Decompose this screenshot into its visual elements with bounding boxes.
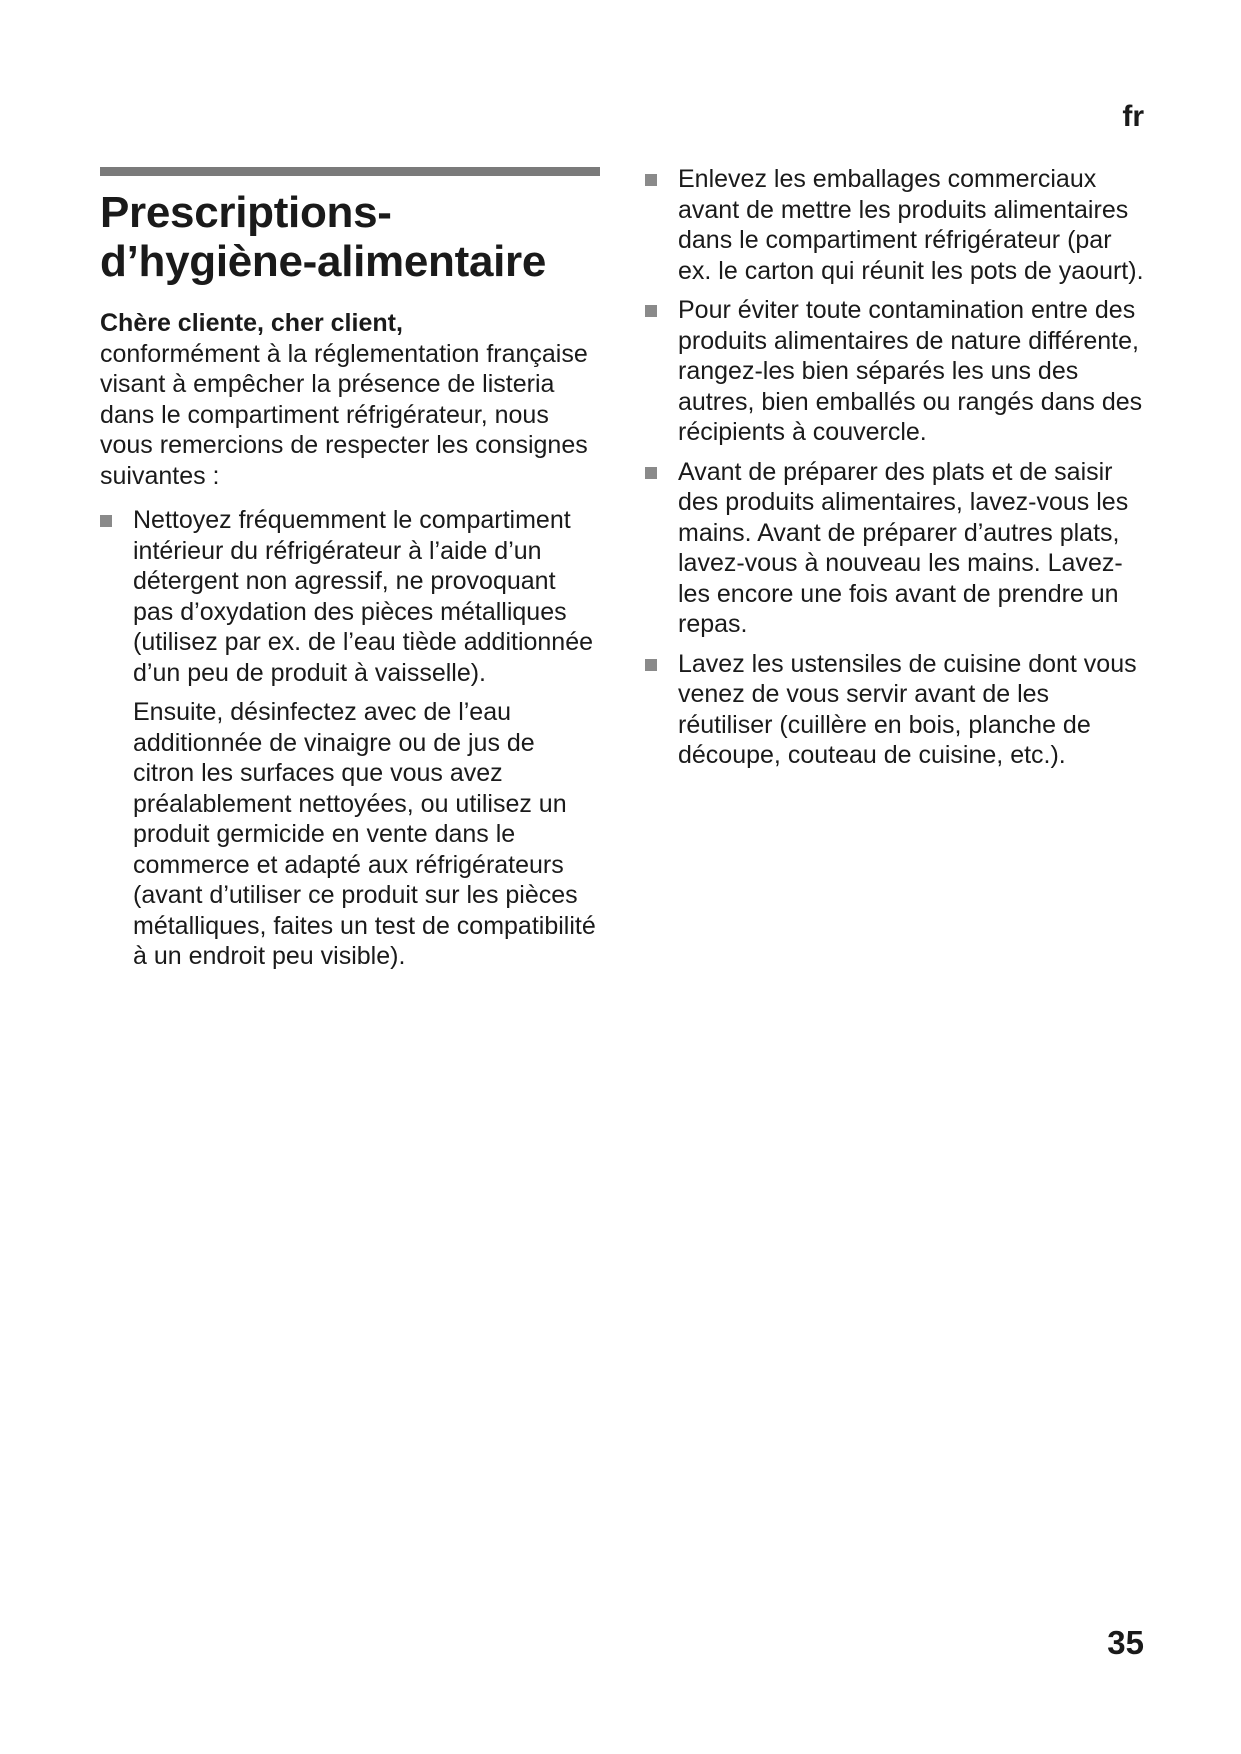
- salutation: Chère cliente, cher client,: [100, 309, 403, 337]
- right-column: [645, 164, 1145, 780]
- bullet-paragraph: Pour éviter toute contamination entre des produits alimentaires de nature différente, rangez-les bien séparés les uns des autres, bien emballés ou rangés dans des récipients à couvercle.: [678, 296, 1143, 446]
- page-title-line-2: d’hygiène-alimentaire: [100, 237, 547, 286]
- left-bullet-list: [100, 505, 600, 972]
- list-item: [645, 457, 1145, 640]
- bullet-paragraph: Nettoyez fréquemment le compartiment intérieur du réfrigérateur à l’aide d’un détergent non agressif, ne provoquant pas d’oxydation des pièces métalliques (utilisez par ex. de l’eau tiède additionnée d’un peu de produit à vaisselle).: [133, 506, 594, 687]
- list-item: [645, 649, 1145, 771]
- bullet-paragraph: Enlevez les emballages commerciaux avant de mettre les produits alimentaires dans le compartiment réfrigérateur (par ex. le carton qui réunit les pots de yaourt).: [678, 165, 1144, 285]
- page-title-line-1: Prescriptions-: [100, 188, 392, 237]
- square-bullet-icon: [100, 515, 112, 527]
- left-column: [100, 188, 600, 981]
- square-bullet-icon: [645, 659, 657, 671]
- list-item: [100, 505, 600, 972]
- bullet-paragraph: Ensuite, désinfectez avec de l’eau additionnée de vinaigre ou de jus de citron les surfaces que vous avez préalablement nettoyées, ou utilisez un produit germicide en vente dans le commerce et adapté aux réfrigérateurs (avant d’utiliser ce produit sur les pièces métalliques, faites un test de compatibilité à un endroit peu visible).: [133, 698, 596, 970]
- list-item: [645, 164, 1145, 286]
- list-item: [645, 295, 1145, 448]
- right-bullet-list: [645, 164, 1145, 771]
- language-tag: fr: [1122, 100, 1144, 133]
- intro-paragraph: [100, 308, 600, 491]
- bullet-paragraph: Avant de préparer des plats et de saisir des produits alimentaires, lavez-vous les mains. Avant de préparer d’autres plats, lavez-vous à nouveau les mains. Lavez-les encore une fois avant de prendre un repas.: [678, 457, 1129, 638]
- page-title: [100, 188, 600, 286]
- intro-text: conformément à la réglementation française visant à empêcher la présence de listeria dans le compartiment réfrigérateur, nous vous remercions de respecter les consignes suivantes :: [100, 339, 588, 490]
- square-bullet-icon: [645, 467, 657, 479]
- page-number: 35: [1107, 1624, 1144, 1661]
- square-bullet-icon: [645, 174, 657, 186]
- bullet-paragraph: Lavez les ustensiles de cuisine dont vous venez de vous servir avant de les réutiliser (cuillère en bois, planche de découpe, couteau de cuisine, etc.).: [678, 649, 1137, 769]
- square-bullet-icon: [645, 305, 657, 317]
- section-divider-bar: [100, 167, 600, 176]
